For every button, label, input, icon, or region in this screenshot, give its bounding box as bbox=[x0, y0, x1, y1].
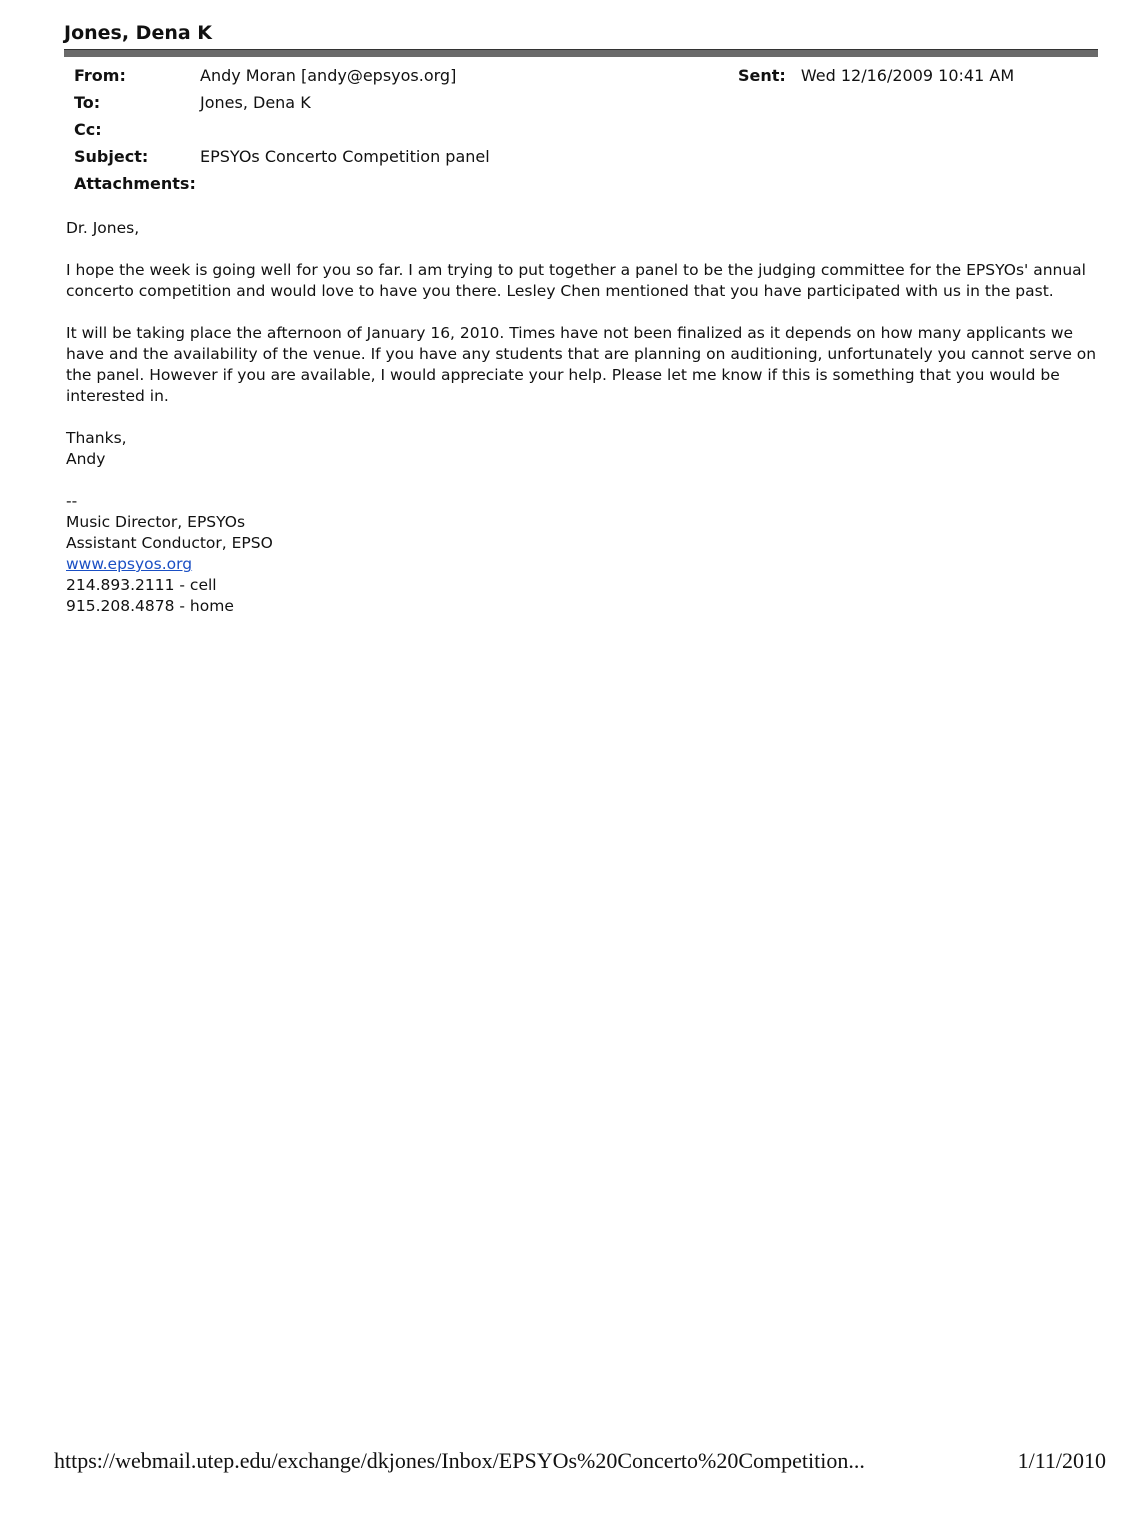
greeting: Dr. Jones, bbox=[66, 219, 140, 237]
from-value: Andy Moran [andy@epsyos.org] bbox=[200, 66, 457, 85]
body-paragraph-1: I hope the week is going well for you so far. I am trying to put together a panel to be the judging committee for the EPSYOs' annual concerto competition and would love to have you there. Lesley Chen mentioned that you have participated with us in the past. bbox=[66, 261, 1086, 300]
cc-label: Cc: bbox=[74, 120, 102, 139]
phone-cell: 214.893.2111 - cell bbox=[66, 576, 217, 594]
subject-label: Subject: bbox=[74, 147, 149, 166]
signature-separator: -- bbox=[66, 492, 78, 510]
subject-value: EPSYOs Concerto Competition panel bbox=[200, 147, 490, 166]
to-value: Jones, Dena K bbox=[200, 93, 311, 112]
page-title: Jones, Dena K bbox=[64, 22, 213, 44]
body-paragraph-2: It will be taking place the afternoon of January 16, 2010. Times have not been finalized as it depends on how many applicants we have and the availability of the venue. If you have any students that are planning on auditioning, unfortunately you cannot serve on the panel. However if you are available, I would appreciate your help. Please let me know if this is something that you would be interested in. bbox=[66, 324, 1097, 405]
to-label: To: bbox=[74, 93, 101, 112]
from-label: From: bbox=[74, 66, 126, 85]
attachments-label: Attachments: bbox=[74, 174, 196, 193]
closing bbox=[66, 428, 1106, 470]
signature-website-row bbox=[66, 554, 1106, 575]
footer-date: 1/11/2010 bbox=[1017, 1448, 1106, 1473]
sent-label: Sent: bbox=[738, 66, 786, 85]
signature-line-2: Assistant Conductor, EPSO bbox=[66, 534, 273, 552]
sent-row bbox=[738, 62, 1014, 89]
signature-block bbox=[66, 491, 1106, 617]
header-divider bbox=[64, 49, 1098, 57]
website-link[interactable]: www.epsyos.org bbox=[66, 555, 193, 573]
closing-line: Thanks, bbox=[66, 429, 127, 447]
signature-line-1: Music Director, EPSYOs bbox=[66, 513, 246, 531]
footer-url: https://webmail.utep.edu/exchange/dkjones/Inbox/EPSYOs%20Concerto%20Competition... bbox=[54, 1448, 865, 1473]
sent-value: Wed 12/16/2009 10:41 AM bbox=[800, 66, 1015, 85]
email-body bbox=[66, 218, 1106, 617]
sender-name: Andy bbox=[66, 450, 106, 468]
phone-home: 915.208.4878 - home bbox=[66, 597, 234, 615]
